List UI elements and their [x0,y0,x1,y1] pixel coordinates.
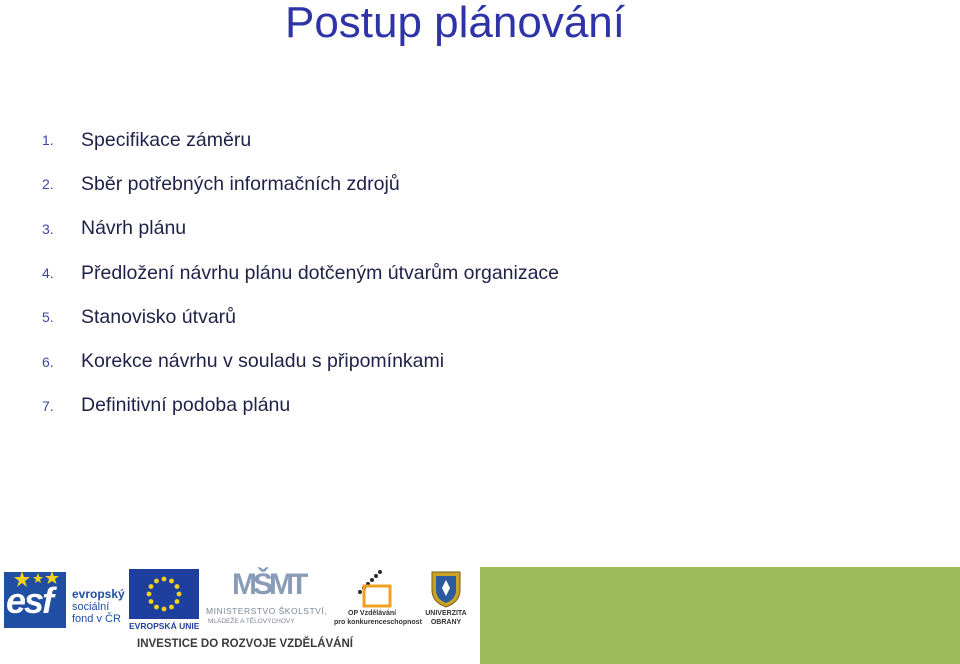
msmt-logo-mark: MŠMT [232,568,305,601]
list-item [42,384,559,428]
list-item-number: 2. [42,176,54,193]
esf-logo-text [72,588,125,625]
op-line-2: pro konkurenceschopnost [334,619,422,626]
op-vzdelavani-logo [334,566,422,632]
esf-line-1: evropský [72,587,125,601]
list-item-text: Specifikace záměru [81,128,252,151]
list-item-text: Návrh plánu [81,217,187,240]
univerzita-line-1: UNIVERZITA [425,610,467,617]
list-item-number: 3. [42,220,54,237]
footer-green-bar [480,567,960,664]
university-crest-icon [430,568,462,608]
list-item [42,339,559,383]
eu-stars-icon [129,569,199,619]
eu-logo [129,569,201,633]
list-item-text: Stanovisko útvarů [81,305,237,328]
univerzita-obrany-logo [418,566,474,632]
list-item-text: Sběr potřebných informačních zdrojů [81,172,400,195]
list-item [42,162,559,206]
slide-title-container [0,0,960,46]
msmt-line-2: MLÁDEŽE A TĚLOVÝCHOVY [208,618,295,625]
msmt-logo [206,566,330,632]
investice-text: INVESTICE DO ROZVOJE VZDĚLÁVÁNÍ [137,638,353,650]
list-item [42,295,559,339]
esf-line-2: sociální [72,601,110,613]
op-dots-icon [350,568,398,608]
list-item-number: 6. [42,353,54,370]
list-item-number: 7. [42,397,54,414]
esf-line-3: fond v ČR [72,613,121,625]
list-item-number: 4. [42,265,54,282]
list-item [42,118,559,162]
esf-logo [0,566,126,632]
univerzita-line-2: OBRANY [430,619,462,626]
slide-title: Postup plánování [284,0,626,47]
esf-logo-mark: esf [6,580,53,621]
list-item [42,251,559,295]
eu-flag-icon [129,569,199,619]
planning-steps-list [42,118,559,428]
list-item-text: Předložení návrhu plánu dotčeným útvarům organizace [81,261,560,284]
msmt-line-1: MINISTERSTVO ŠKOLSTVÍ, [206,606,328,616]
list-item-text: Korekce návrhu v souladu s připomínkami [81,350,445,373]
op-line-1: OP Vzdělávání [348,610,397,617]
list-item [42,207,559,251]
list-item-number: 1. [42,132,54,149]
list-item-text: Definitivní podoba plánu [81,394,291,417]
eu-logo-text: EVROPSKÁ UNIE [129,621,200,631]
list-item-number: 5. [42,309,54,326]
footer-logos-strip [0,566,480,664]
